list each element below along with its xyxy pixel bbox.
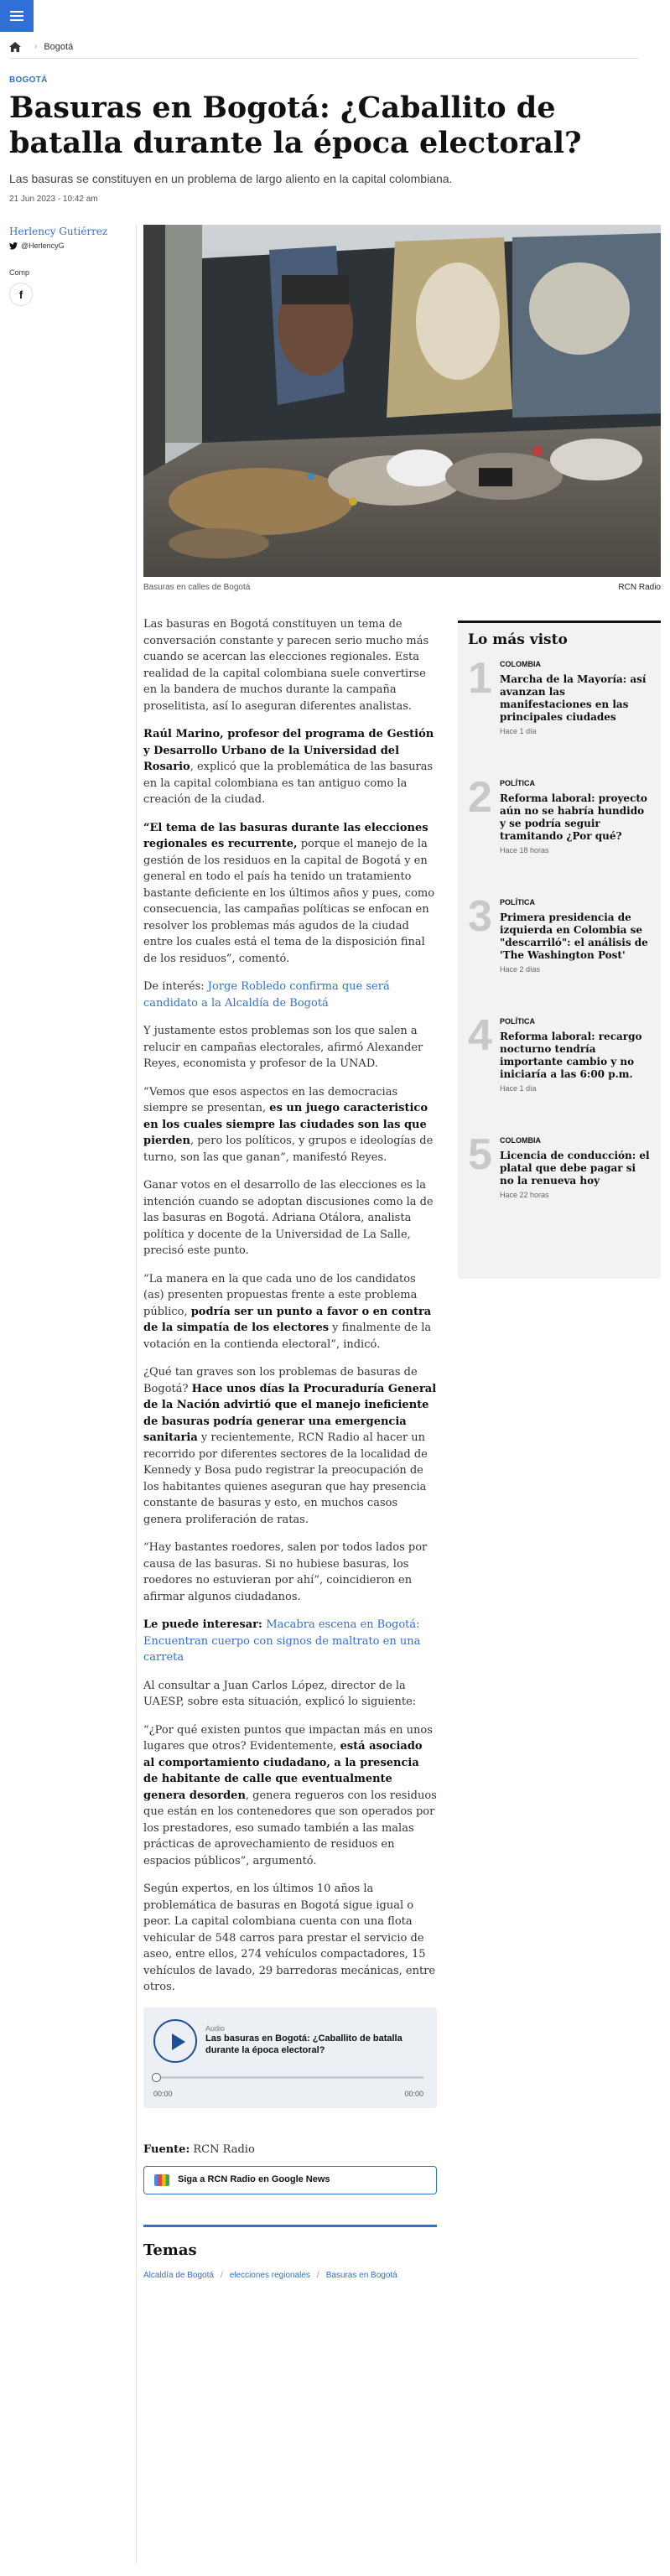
most-read-item[interactable] <box>468 892 652 1015</box>
item-time: Hace 1 día <box>500 727 537 735</box>
separator: / <box>220 2270 223 2280</box>
section-tag[interactable]: BOGOTÁ <box>9 75 48 85</box>
bold-text: Raúl Marino, profesor del programa de Gestión y Desarrollo Urbano de la Universidad del Rosario <box>143 728 434 773</box>
menu-icon-line <box>10 11 23 13</box>
image-credit: RCN Radio <box>618 583 661 592</box>
paragraph-text: , genera regueros con los residuos que están en los contenedores que son operados por los prestadores, eso sumado también a las malas prácticas de aprovechamiento de residuos en espacios públicos”, argumentó. <box>143 1789 437 1867</box>
article-subtitle: Las basuras se constituyen en un problema de largo aliento en la capital colombiana. <box>9 172 453 185</box>
paragraph <box>143 1722 437 1870</box>
rank-number: 2 <box>468 773 492 822</box>
bold-text: “El tema de las basuras durante las elecciones regionales es recurrente, <box>143 821 428 850</box>
source-label: Fuente: <box>143 2142 190 2156</box>
audio-time-total: 00:00 <box>404 2089 423 2098</box>
rank-number: 3 <box>468 892 492 941</box>
topics-divider <box>143 2225 437 2227</box>
hamburger-menu-button[interactable] <box>0 0 34 32</box>
audio-player <box>143 2007 437 2108</box>
hero-image <box>143 225 661 577</box>
paragraph: Según expertos, en los últimos 10 años la problemática de basuras en Bogotá sigue igual o peor. La capital colombiana cuenta con una flota vehicular de 548 carros para prestar el servicio de aseo, entre ellos, 274 vehículos compactadores, 15 vehículos de lavado, 29 barredoras mecánicas, entre otros. <box>143 1883 436 1993</box>
paragraph <box>143 726 437 808</box>
most-read-sidebar <box>458 621 661 1279</box>
paragraph <box>143 1271 437 1353</box>
chevron-right-icon: › <box>34 42 38 51</box>
facebook-icon: f <box>18 288 23 301</box>
top-bar <box>0 0 670 32</box>
topic-link[interactable]: Alcaldía de Bogotá <box>143 2270 214 2280</box>
publish-date: 21 Jun 2023 - 10:42 am <box>9 195 98 204</box>
paragraph-text: “La manera en la que cada uno de los candidatos (as) presenten propuestas frente a este problema público, <box>143 1272 418 1318</box>
paragraph-text: , explicó que la problemática de las basuras en la capital colombiana es tan antiguo como la creación de la ciudad. <box>143 761 434 806</box>
column-divider <box>136 225 137 2564</box>
item-title-text: Primera presidencia de izquierda en Colombia se "descarriló": el análisis de 'The Washington Post' <box>500 911 648 961</box>
item-time: Hace 22 horas <box>500 1191 549 1199</box>
paragraph-text: porque el manejo de la gestión de los residuos en la capital de Bogotá y en general en todo el país ha tenido un tratamiento bastante deficiente en los últimos años y pues, como consecuencia, las campañas políticas se enfocan en resolver los problemas más agudos de la ciudad entre los cuales está el tema de la disposición final de los residuos”, comentó. <box>143 838 435 965</box>
garbage-street-photo <box>143 225 661 577</box>
interest-label: Le puede interesar: <box>143 1618 267 1631</box>
bold-text: Hace unos días la Procuraduría General de la Nación advirtió que el manejo ineficiente de basuras podría generar una emergencia sanitaria <box>143 1382 437 1444</box>
item-title[interactable] <box>500 911 651 976</box>
page-title: Basuras en Bogotá: ¿Caballito de batalla durante la época electoral? <box>9 91 582 160</box>
author-link[interactable]: Herlency Gutiérrez <box>9 226 108 237</box>
google-news-label: Siga a RCN Radio en Google News <box>178 2174 330 2185</box>
item-category: POLÍTICA <box>500 898 535 906</box>
breadcrumb <box>9 40 638 59</box>
interest-label: De interés: <box>143 980 208 993</box>
interest-paragraph <box>143 1617 437 1666</box>
item-category: COLOMBIA <box>500 1136 541 1145</box>
interest-paragraph <box>143 979 437 1011</box>
breadcrumb-item-bogota[interactable]: Bogotá <box>44 41 74 52</box>
paragraph-text: “Vemos que esos aspectos en las democracias siempre se presentan, <box>143 1085 398 1114</box>
google-news-icon <box>154 2174 169 2186</box>
bold-text: es un juego caracteristico en los cuales siempre las ciudades son las que pierden <box>143 1102 428 1147</box>
item-title[interactable] <box>500 792 651 857</box>
audio-time-current: 00:00 <box>153 2089 173 2098</box>
item-time: Hace 18 horas <box>500 846 549 854</box>
menu-icon-line <box>10 15 23 17</box>
topic-link[interactable]: Basuras en Bogotá <box>325 2270 397 2280</box>
paragraph: Las basuras en Bogotá constituyen un tema de conversación constante y parecen serio mucho más cuando se acercan las elecciones regionales. Esta realidad de la capital colombiana suele convertirse en la bandera de muchos durante la campaña proselitista, así lo aseguran diferentes analistas. <box>143 618 429 713</box>
most-read-item[interactable] <box>468 1130 652 1254</box>
item-title[interactable] <box>500 673 651 738</box>
rank-number: 4 <box>468 1011 492 1060</box>
play-button[interactable] <box>153 2019 197 2063</box>
most-read-item[interactable] <box>468 773 652 896</box>
source-value: RCN Radio <box>193 2142 255 2156</box>
audio-progress-handle[interactable] <box>152 2073 161 2082</box>
home-icon[interactable] <box>9 42 21 52</box>
facebook-share-button[interactable] <box>9 283 33 306</box>
topics-list <box>143 2267 437 2284</box>
item-title[interactable] <box>500 1031 651 1095</box>
bold-text: está asociado al comportamiento ciudadano, a la presencia de habitante de calle que eventualmente genera desorden <box>143 1740 423 1802</box>
google-news-button[interactable] <box>143 2166 437 2194</box>
separator: / <box>316 2270 319 2280</box>
item-title-text: Marcha de la Mayoría: así avanzan las manifestaciones en las principales ciudades <box>500 673 647 723</box>
audio-progress-bar[interactable] <box>155 2076 423 2079</box>
paragraph <box>143 820 437 968</box>
paragraph-text: y finalmente de la votación en la contienda electoral”, indicó. <box>143 1322 432 1351</box>
rank-number: 5 <box>468 1130 492 1179</box>
paragraph: Y justamente estos problemas son los que salen a relucir en campañas electorales, afirmó Alexander Reyes, economista y profesor de la UNAD. <box>143 1025 423 1070</box>
most-read-title: Lo más visto <box>468 631 568 648</box>
image-caption <box>143 583 661 592</box>
paragraph <box>143 1364 437 1528</box>
topic-link[interactable]: elecciones regionales <box>229 2270 310 2280</box>
author-twitter[interactable] <box>9 242 65 250</box>
source-line <box>143 2142 437 2158</box>
item-title-text: Reforma laboral: recargo nocturno tendría importante cambio y no iniciaría a las 6:00 p.m. <box>500 1031 642 1080</box>
topics-title: Temas <box>143 2241 197 2259</box>
paragraph-text: “¿Por qué existen puntos que impactan más en unos lugares que otros? Evidentemente, <box>143 1723 433 1753</box>
item-category: POLÍTICA <box>500 779 535 787</box>
related-article-link[interactable]: Macabra escena en Bogotá: Encuentran cuerpo con signos de maltrato en una carreta <box>143 1618 421 1664</box>
paragraph <box>143 1084 437 1166</box>
paragraph: “Hay bastantes roedores, salen por todos lados por causa de las basuras. Si no hubiese basuras, los roedores no estuvieran por ahí”, coincidieron en afirmar algunos ciudadanos. <box>143 1541 428 1603</box>
menu-icon-line <box>10 19 23 21</box>
paragraph-text: y recientemente, RCN Radio al hacer un recorrido por diferentes sectores de la localidad de Kennedy y Bosa pudo registrar la preocupación de los habitantes quienes aseguran que hay presencia constante de basuras y esto, en muchos casos genera proliferación de ratas. <box>143 1431 428 1526</box>
paragraph: Al consultar a Juan Carlos López, director de la UAESP, sobre esta situación, explicó lo siguiente: <box>143 1679 417 1708</box>
rank-number: 1 <box>468 654 492 703</box>
author-handle-text: @HerlencyG <box>21 242 65 250</box>
related-article-link[interactable]: Jorge Robledo confirma que será candidato a la Alcaldía de Bogotá <box>143 980 390 1010</box>
item-category: POLÍTICA <box>500 1017 535 1026</box>
share-label: Comp <box>9 268 30 277</box>
audio-tag: Audio <box>205 2023 226 2033</box>
twitter-icon <box>9 242 18 250</box>
bold-text: podría ser un punto a favor o en contra de la simpatía de los electores <box>143 1305 432 1334</box>
item-time: Hace 2 días <box>500 965 541 974</box>
article-body <box>143 616 437 2283</box>
paragraph-text: ¿Qué tan graves son los problemas de basuras de Bogotá? <box>143 1366 418 1395</box>
item-title[interactable] <box>500 1150 651 1202</box>
item-time: Hace 1 día <box>500 1084 537 1093</box>
most-read-item[interactable] <box>468 1011 652 1135</box>
audio-title: Las basuras en Bogotá: ¿Caballito de batalla durante la época electoral? <box>205 2033 403 2055</box>
caption-text: Basuras en calles de Bogotá <box>143 583 251 592</box>
paragraph-text: , pero los políticos, y grupos e ideologías de turno, son las que ganan”, manifestó Reyes. <box>143 1135 434 1164</box>
item-title-text: Reforma laboral: proyecto aún no se habría hundido y se podría seguir tramitando ¿Por qué? <box>500 792 647 842</box>
most-read-item[interactable] <box>468 654 652 777</box>
item-title-text: Licencia de conducción: el platal que debe pagar si no la renueva hoy <box>500 1150 650 1187</box>
paragraph: Ganar votos en el desarrollo de las elecciones es la intención cuando se adoptan discusiones como la de las basuras en Bogotá. Adriana Otálora, analista política y docente de la Universidad de La Salle, precisó este punto. <box>143 1179 434 1257</box>
item-category: COLOMBIA <box>500 660 541 668</box>
